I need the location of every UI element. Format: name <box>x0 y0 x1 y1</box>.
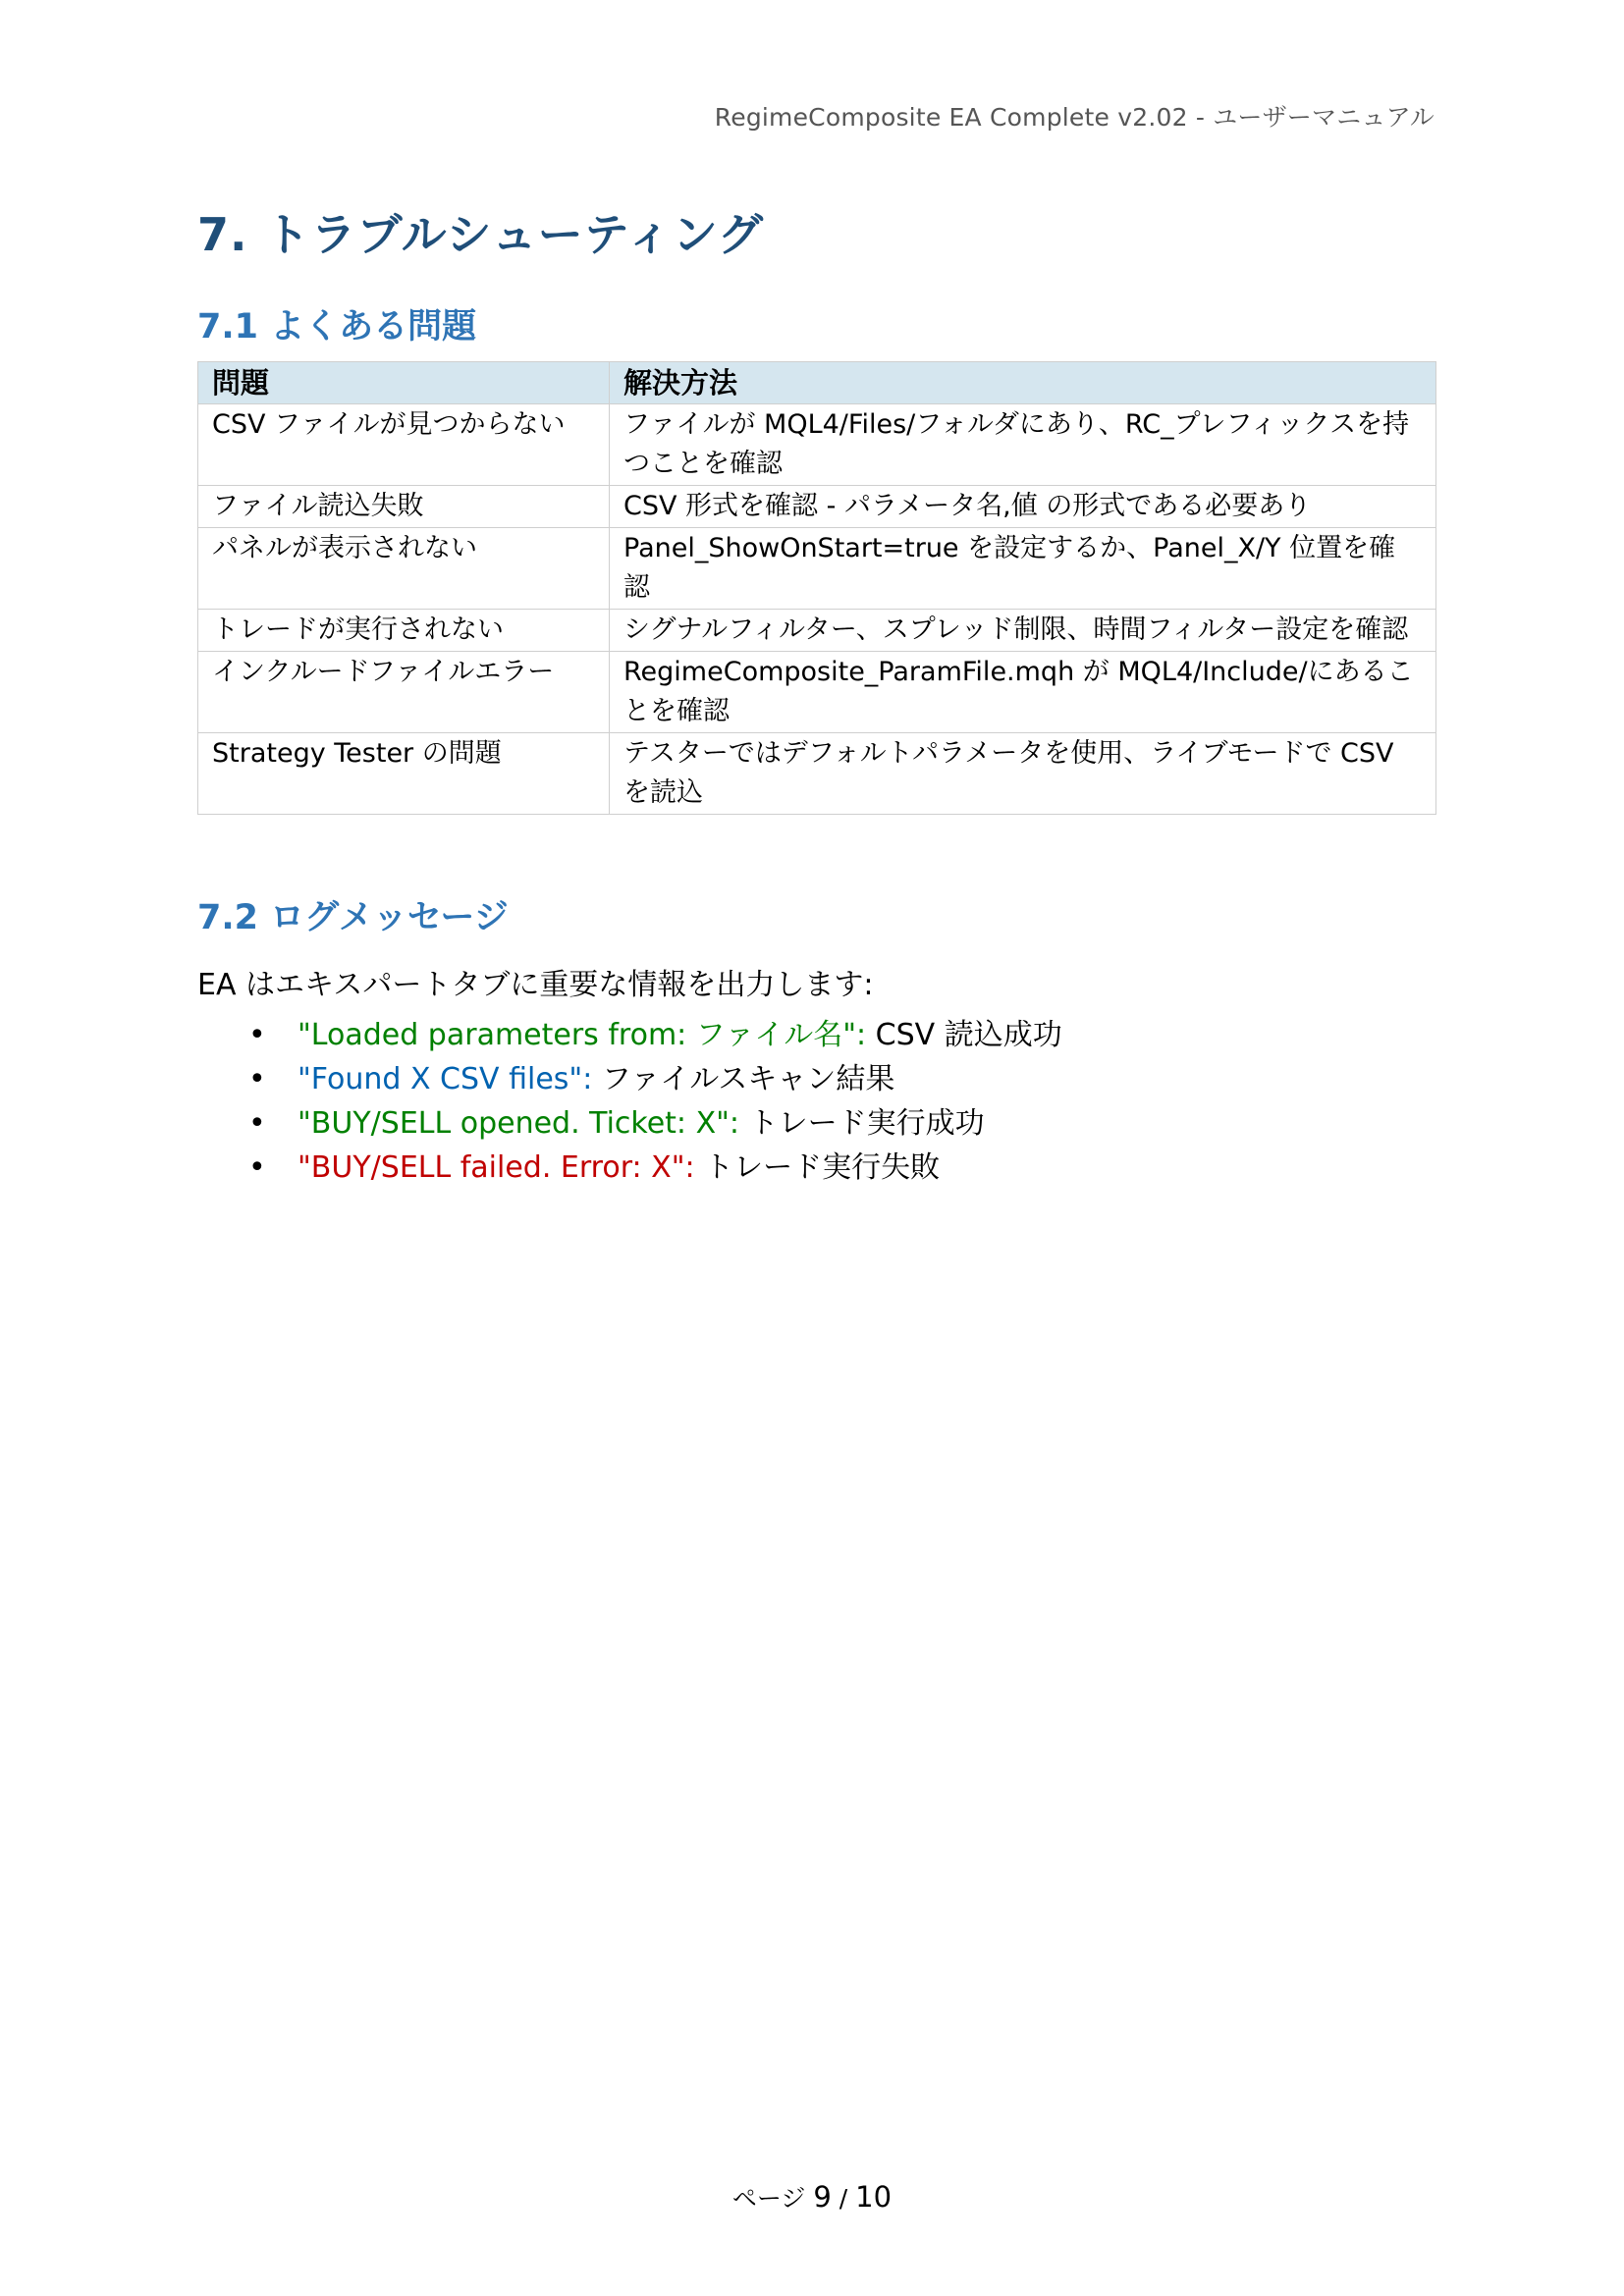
list-item <box>197 1057 1062 1101</box>
page-current: 9 <box>813 2180 832 2214</box>
table-row <box>198 486 1436 528</box>
problem-cell: インクルードファイルエラー <box>198 652 610 733</box>
log-description: ファイルスキャン結果 <box>592 1062 895 1096</box>
table-row <box>198 652 1436 733</box>
log-message: "BUY/SELL opened. Ticket: X": <box>298 1106 740 1141</box>
log-message: "Found X CSV files": <box>298 1062 593 1096</box>
list-item <box>197 1013 1062 1057</box>
subsection-title-log-messages: 7.2 ログメッセージ <box>197 898 509 937</box>
table-row <box>198 733 1436 815</box>
list-item <box>197 1146 1062 1190</box>
header-problem: 問題 <box>198 362 610 404</box>
header-solution: 解決方法 <box>610 362 1436 404</box>
bullet-icon: • <box>248 1018 266 1052</box>
table-row <box>198 404 1436 486</box>
page-footer <box>0 2179 1624 2215</box>
problem-cell: パネルが表示されない <box>198 528 610 610</box>
page-total: 10 <box>855 2180 893 2214</box>
log-description: トレード実行成功 <box>739 1106 985 1141</box>
problem-cell: CSV ファイルが見つからない <box>198 404 610 486</box>
log-description: CSV 読込成功 <box>866 1018 1062 1052</box>
problem-cell: トレードが実行されない <box>198 610 610 652</box>
issues-table <box>197 361 1436 815</box>
bullet-icon: • <box>248 1150 266 1185</box>
solution-cell: シグナルフィルター、スプレッド制限、時間フィルター設定を確認 <box>610 610 1436 652</box>
table-row <box>198 610 1436 652</box>
problem-cell: ファイル読込失敗 <box>198 486 610 528</box>
solution-cell: CSV 形式を確認 - パラメータ名,値 の形式である必要あり <box>610 486 1436 528</box>
table-row <box>198 528 1436 610</box>
table-header-row <box>198 362 1436 404</box>
page-label: ページ <box>731 2184 814 2213</box>
solution-cell: Panel_ShowOnStart=true を設定するか、Panel_X/Y 位置を確認 <box>610 528 1436 610</box>
log-message-list <box>197 1013 1062 1190</box>
page-header: RegimeComposite EA Complete v2.02 - ユーザーマニュアル <box>714 103 1435 132</box>
log-message: "BUY/SELL failed. Error: X": <box>298 1150 695 1185</box>
problem-cell: Strategy Tester の問題 <box>198 733 610 815</box>
bullet-icon: • <box>248 1106 266 1141</box>
log-intro-text: EA はエキスパートタブに重要な情報を出力します: <box>197 968 874 1002</box>
page-separator: / <box>831 2184 856 2213</box>
log-description: トレード実行失敗 <box>694 1150 941 1185</box>
solution-cell: ファイルが MQL4/Files/フォルダにあり、RC_プレフィックスを持つことを確認 <box>610 404 1436 486</box>
list-item <box>197 1101 1062 1146</box>
subsection-title-common-issues: 7.1 よくある問題 <box>197 307 477 347</box>
solution-cell: テスターではデフォルトパラメータを使用、ライブモードで CSV を読込 <box>610 733 1436 815</box>
section-title: 7. トラブルシューティング <box>197 208 764 261</box>
log-message: "Loaded parameters from: ファイル名": <box>298 1018 867 1052</box>
solution-cell: RegimeComposite_ParamFile.mqh が MQL4/Include/にあることを確認 <box>610 652 1436 733</box>
bullet-icon: • <box>248 1062 266 1096</box>
